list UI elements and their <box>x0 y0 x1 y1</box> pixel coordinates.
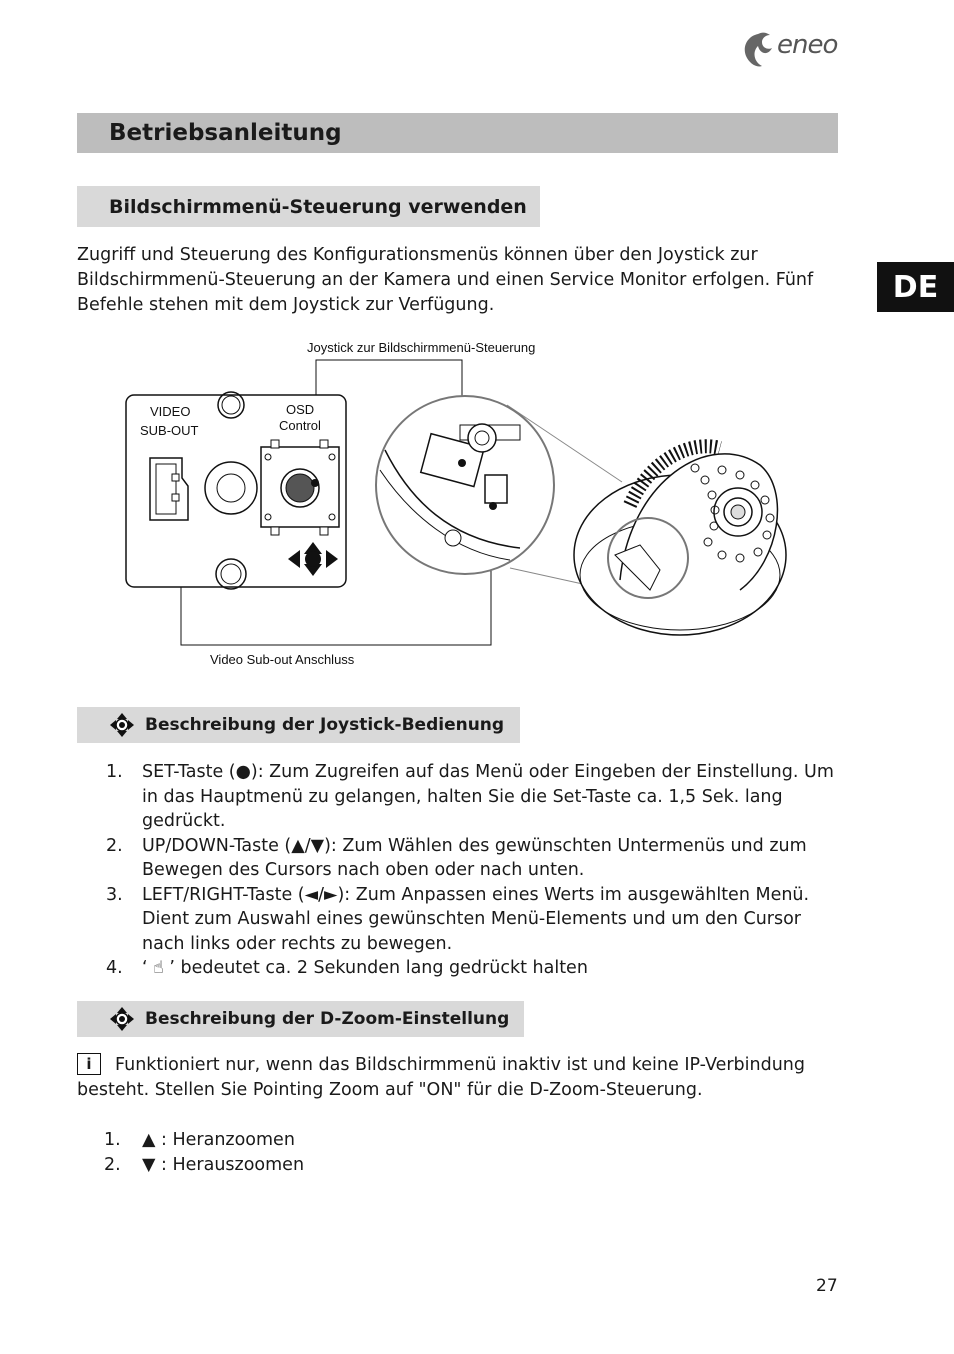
connector-board <box>126 392 346 589</box>
list-item-text: SET-Taste (●): Zum Zugreifen auf das Menü oder Eingeben der Einstellung. Um in das Hauptmenü zu gelangen, halten Sie die Set-Taste ca. 1,5 Sek. lang gedrückt. <box>142 762 834 831</box>
dzoom-section-header <box>77 1001 524 1037</box>
board-label-control: Control <box>279 418 321 433</box>
joystick-directions-icon <box>109 1006 135 1032</box>
list-item <box>106 834 846 883</box>
dzoom-list <box>104 1128 304 1178</box>
page-title: Betriebsanleitung <box>77 113 838 153</box>
list-item-number: 2. <box>106 835 123 856</box>
section-title: Bildschirmmenü-Steuerung verwenden <box>77 186 540 227</box>
list-item <box>104 1128 304 1153</box>
dzoom-note-text: Funktioniert nur, wenn das Bildschirmmenü inaktiv ist und keine IP-Verbindung besteht. Stellen Sie Pointing Zoom auf "ON" für die D-Zoom-Steuerung. <box>77 1055 805 1100</box>
board-label-video: VIDEO <box>150 404 191 419</box>
joystick-steps-list <box>106 760 846 981</box>
brand-name: eneo <box>777 30 838 60</box>
list-item-number: 1. <box>106 762 123 782</box>
list-item <box>106 956 846 981</box>
info-icon: i <box>77 1053 101 1075</box>
diagram-label-joystick: Joystick zur Bildschirmmenü-Steuerung <box>307 340 536 355</box>
list-item-text: ▲ : Heranzoomen <box>142 1130 295 1150</box>
board-label-subout: SUB-OUT <box>140 423 199 438</box>
diagram-label-video-subout: Video Sub-out Anschluss <box>210 652 355 667</box>
dzoom-info-note <box>77 1053 837 1103</box>
intro-paragraph: Zugriff und Steuerung des Konfigurationsmenüs können über den Joystick zur Bildschirmmenü-Steuerung an der Kamera und einen Service Monitor erfolgen. Fünf Befehle stehen mit dem Joystick zur Verfügung. <box>77 245 814 315</box>
board-label-osd: OSD <box>286 402 315 417</box>
list-item <box>106 760 846 834</box>
list-item <box>106 883 846 957</box>
joystick-directions-icon <box>109 712 135 738</box>
list-item-number: 2. <box>104 1155 121 1175</box>
page-number: 27 <box>816 1276 838 1296</box>
language-tab: DE <box>877 262 954 312</box>
camera-joystick-diagram <box>110 330 810 675</box>
joystick-section-title: Beschreibung der Joystick-Bedienung <box>145 715 505 735</box>
list-item-number: 1. <box>104 1130 121 1150</box>
list-item <box>104 1153 304 1178</box>
list-item-number: 3. <box>106 884 123 905</box>
list-item-text: LEFT/RIGHT-Taste (◄/►): Zum Anpassen eines Werts im ausgewählten Menü. Dient zum Auswahl eines gewünschten Menü-Elements und um den Cursor nach links oder rechts zu bewegen. <box>142 884 810 954</box>
list-item-text: UP/DOWN-Taste (▲/▼): Zum Wählen des gewünschten Untermenüs und zum Bewegen des Cursors nach oben oder nach unten. <box>142 835 807 880</box>
list-item-number: 4. <box>106 958 123 978</box>
list-item-text: ‘ ☝ ’ bedeutet ca. 2 Sekunden lang gedrückt halten <box>142 958 588 978</box>
list-item-text: ▼ : Herauszoomen <box>142 1155 305 1175</box>
dzoom-section-title: Beschreibung der D-Zoom-Einstellung <box>145 1009 510 1029</box>
dome-camera-illustration <box>574 446 786 635</box>
joystick-section-header <box>77 707 520 743</box>
